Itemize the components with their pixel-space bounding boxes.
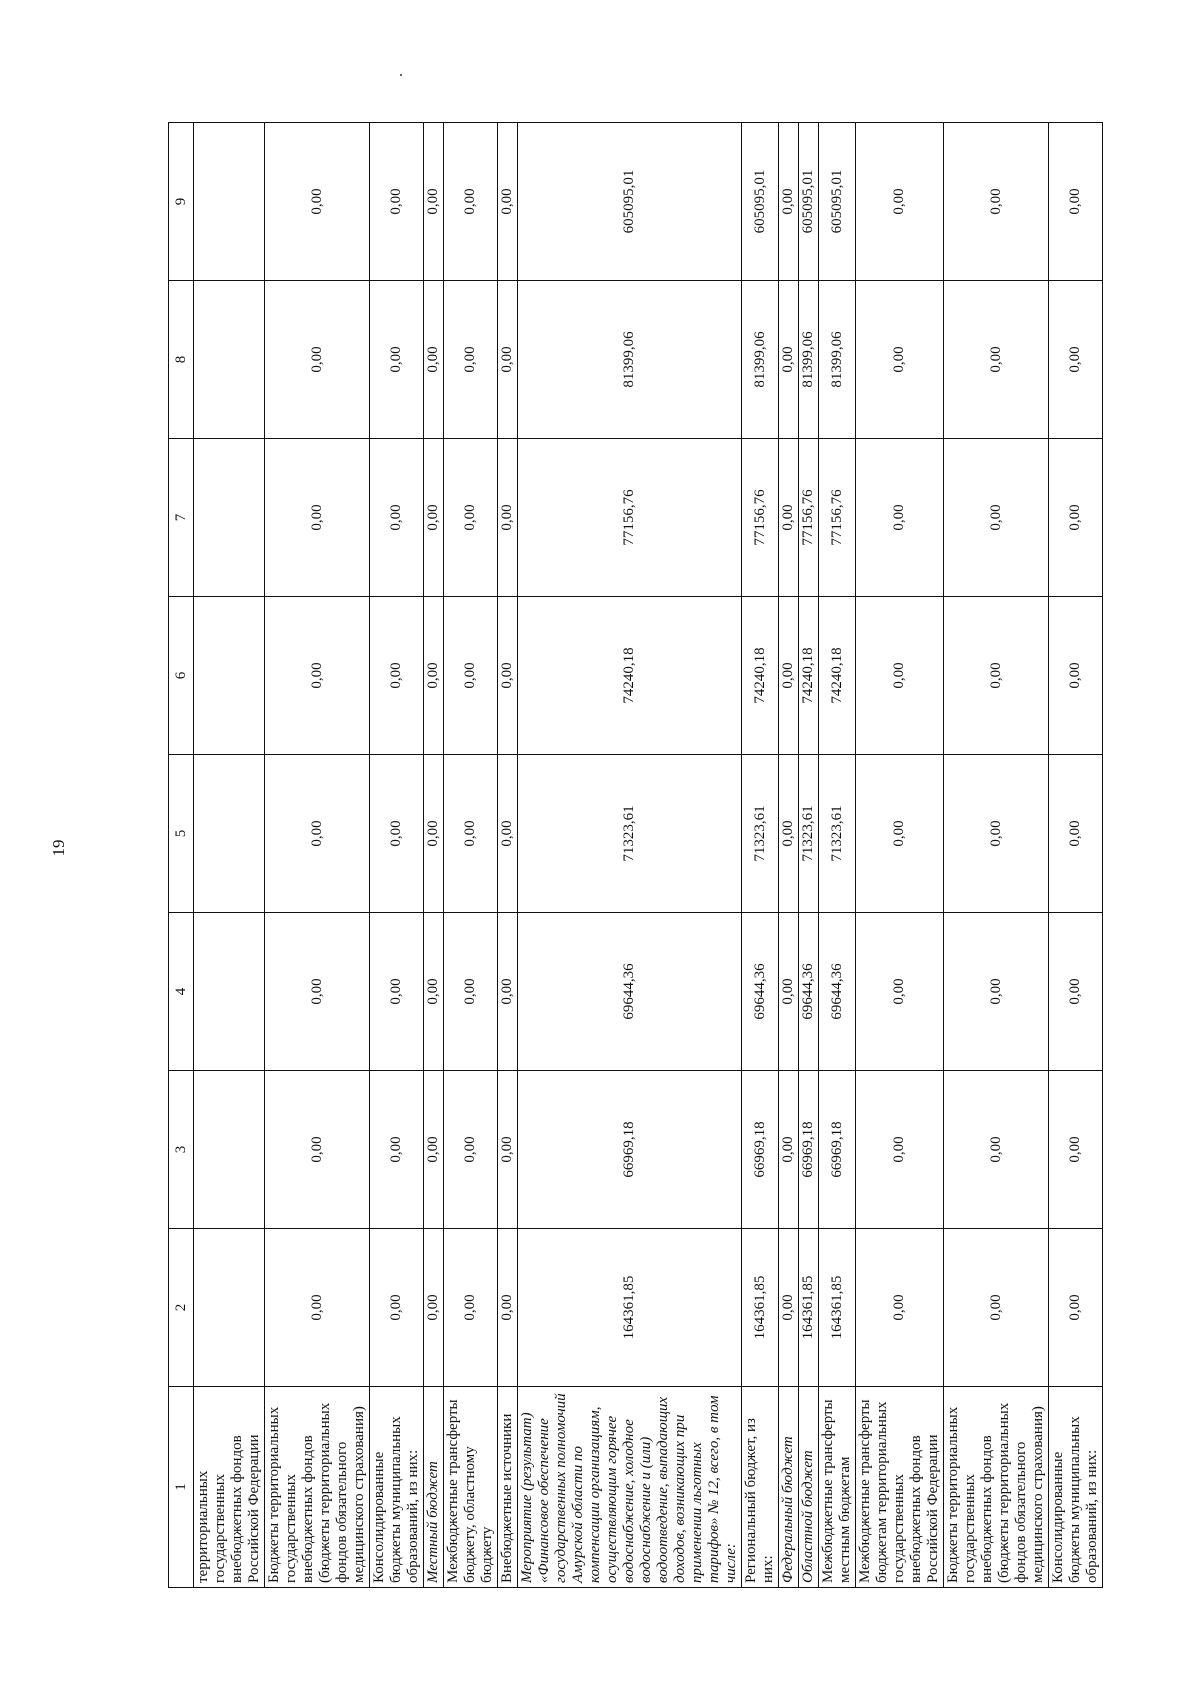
value-cell: 66969,18 xyxy=(819,1071,856,1229)
row-label: Региональный бюджет, из них: xyxy=(742,1387,779,1588)
table-row xyxy=(424,123,444,1588)
table-row xyxy=(194,123,265,1588)
column-number-row xyxy=(169,123,194,1588)
row-label: территориальных государственных внебюджетных фондов Российской Федерации xyxy=(194,1387,265,1588)
table-row xyxy=(265,123,370,1588)
value-cell: 66969,18 xyxy=(742,1071,779,1229)
value-cell: 0,00 xyxy=(1049,755,1103,913)
value-cell: 164361,85 xyxy=(742,1229,779,1387)
value-cell: 0,00 xyxy=(498,1229,518,1387)
value-cell: 69644,36 xyxy=(799,913,819,1071)
value-cell: 0,00 xyxy=(444,755,498,913)
row-label: Межбюджетные трансферты бюджету, областному бюджету xyxy=(444,1387,498,1588)
value-cell: 69644,36 xyxy=(742,913,779,1071)
row-label: Федеральный бюджет xyxy=(779,1387,799,1588)
value-cell: 605095,01 xyxy=(819,123,856,281)
table-row xyxy=(498,123,518,1588)
table-row xyxy=(819,123,856,1588)
value-cell: 0,00 xyxy=(1049,439,1103,597)
value-cell: 74240,18 xyxy=(819,597,856,755)
value-cell: 0,00 xyxy=(944,1229,1049,1387)
value-cell: 0,00 xyxy=(444,281,498,439)
value-cell: 164361,85 xyxy=(819,1229,856,1387)
value-cell: 0,00 xyxy=(444,597,498,755)
column-header: 1 xyxy=(169,1387,194,1588)
value-cell: 0,00 xyxy=(265,597,370,755)
value-cell: 0,00 xyxy=(370,123,424,281)
value-cell: 0,00 xyxy=(856,281,944,439)
table-row xyxy=(944,123,1049,1588)
value-cell: 0,00 xyxy=(370,281,424,439)
value-cell: 81399,06 xyxy=(518,281,742,439)
value-cell: 71323,61 xyxy=(799,755,819,913)
value-cell: 0,00 xyxy=(498,123,518,281)
value-cell: 0,00 xyxy=(265,755,370,913)
column-header: 9 xyxy=(169,123,194,281)
page-number: 19 xyxy=(49,839,68,857)
value-cell: 0,00 xyxy=(779,281,799,439)
row-label: Внебюджетные источники xyxy=(498,1387,518,1588)
rotated-table-container xyxy=(168,123,1100,1588)
value-cell xyxy=(194,755,265,913)
value-cell: 0,00 xyxy=(444,1071,498,1229)
row-label: Консолидированные бюджеты муниципальных образований, из них: xyxy=(370,1387,424,1588)
value-cell: 0,00 xyxy=(370,913,424,1071)
row-label: Областной бюджет xyxy=(799,1387,819,1588)
value-cell: 81399,06 xyxy=(819,281,856,439)
value-cell: 0,00 xyxy=(444,1229,498,1387)
value-cell: 0,00 xyxy=(944,281,1049,439)
column-header: 6 xyxy=(169,597,194,755)
table-row xyxy=(370,123,424,1588)
value-cell: 0,00 xyxy=(856,913,944,1071)
value-cell: 0,00 xyxy=(498,1071,518,1229)
value-cell: 0,00 xyxy=(944,597,1049,755)
value-cell: 66969,18 xyxy=(799,1071,819,1229)
value-cell: 0,00 xyxy=(444,913,498,1071)
budget-table xyxy=(168,122,1103,1588)
value-cell: 0,00 xyxy=(779,123,799,281)
value-cell: 0,00 xyxy=(498,913,518,1071)
value-cell: 0,00 xyxy=(424,1229,444,1387)
row-label: Консолидированные бюджеты муниципальных образований, из них: xyxy=(1049,1387,1103,1588)
value-cell: 0,00 xyxy=(444,439,498,597)
value-cell: 0,00 xyxy=(265,123,370,281)
value-cell: 0,00 xyxy=(265,1229,370,1387)
column-header: 3 xyxy=(169,1071,194,1229)
value-cell: 0,00 xyxy=(498,597,518,755)
column-header: 8 xyxy=(169,281,194,439)
value-cell: 71323,61 xyxy=(819,755,856,913)
value-cell: 0,00 xyxy=(779,439,799,597)
value-cell: 0,00 xyxy=(1049,123,1103,281)
value-cell: 0,00 xyxy=(779,755,799,913)
table-row xyxy=(856,123,944,1588)
value-cell: 74240,18 xyxy=(518,597,742,755)
value-cell: 0,00 xyxy=(265,1071,370,1229)
table-body xyxy=(194,123,1103,1588)
row-label: Межбюджетные трансферты местным бюджетам xyxy=(819,1387,856,1588)
value-cell: 0,00 xyxy=(498,439,518,597)
value-cell: 0,00 xyxy=(424,281,444,439)
column-header: 2 xyxy=(169,1229,194,1387)
row-label: Бюджеты территориальных государственных внебюджетных фондов (бюджеты территориальных фондов обязательного медицинского страхования) xyxy=(944,1387,1049,1588)
value-cell: 77156,76 xyxy=(799,439,819,597)
value-cell: 0,00 xyxy=(498,281,518,439)
table-row xyxy=(1049,123,1103,1588)
value-cell: 77156,76 xyxy=(742,439,779,597)
value-cell: 0,00 xyxy=(856,439,944,597)
value-cell: 0,00 xyxy=(265,913,370,1071)
value-cell: 0,00 xyxy=(370,1071,424,1229)
value-cell: 0,00 xyxy=(856,755,944,913)
value-cell: 0,00 xyxy=(856,123,944,281)
value-cell xyxy=(194,439,265,597)
value-cell: 0,00 xyxy=(944,755,1049,913)
table-row xyxy=(779,123,799,1588)
value-cell: 0,00 xyxy=(944,123,1049,281)
value-cell: 0,00 xyxy=(265,281,370,439)
value-cell: 77156,76 xyxy=(819,439,856,597)
value-cell: 0,00 xyxy=(444,123,498,281)
value-cell: 0,00 xyxy=(944,1071,1049,1229)
value-cell: 69644,36 xyxy=(518,913,742,1071)
value-cell xyxy=(194,281,265,439)
value-cell: 74240,18 xyxy=(742,597,779,755)
column-header: 4 xyxy=(169,913,194,1071)
value-cell: 0,00 xyxy=(856,1229,944,1387)
value-cell: 0,00 xyxy=(1049,1229,1103,1387)
value-cell: 0,00 xyxy=(424,597,444,755)
value-cell: 0,00 xyxy=(370,439,424,597)
value-cell: 0,00 xyxy=(370,755,424,913)
value-cell: 0,00 xyxy=(498,755,518,913)
value-cell: 0,00 xyxy=(779,597,799,755)
value-cell: 0,00 xyxy=(944,439,1049,597)
value-cell: 0,00 xyxy=(856,1071,944,1229)
value-cell: 0,00 xyxy=(424,755,444,913)
value-cell: 0,00 xyxy=(1049,597,1103,755)
row-label: Бюджеты территориальных государственных внебюджетных фондов (бюджеты территориальных фондов обязательного медицинского страхования) xyxy=(265,1387,370,1588)
value-cell: 81399,06 xyxy=(742,281,779,439)
value-cell: 0,00 xyxy=(1049,1071,1103,1229)
value-cell: 0,00 xyxy=(370,1229,424,1387)
value-cell: 71323,61 xyxy=(742,755,779,913)
value-cell: 0,00 xyxy=(424,1071,444,1229)
table-row xyxy=(444,123,498,1588)
value-cell: 605095,01 xyxy=(742,123,779,281)
value-cell: 81399,06 xyxy=(799,281,819,439)
value-cell: 69644,36 xyxy=(819,913,856,1071)
value-cell: 605095,01 xyxy=(799,123,819,281)
value-cell: 605095,01 xyxy=(518,123,742,281)
value-cell: 66969,18 xyxy=(518,1071,742,1229)
value-cell: 71323,61 xyxy=(518,755,742,913)
value-cell: 74240,18 xyxy=(799,597,819,755)
value-cell: 0,00 xyxy=(265,439,370,597)
column-header: 7 xyxy=(169,439,194,597)
value-cell: 77156,76 xyxy=(518,439,742,597)
value-cell: 0,00 xyxy=(424,913,444,1071)
table-row xyxy=(799,123,819,1588)
value-cell xyxy=(194,913,265,1071)
value-cell: 0,00 xyxy=(1049,281,1103,439)
value-cell xyxy=(194,123,265,281)
row-label: Местный бюджет xyxy=(424,1387,444,1588)
value-cell: 164361,85 xyxy=(518,1229,742,1387)
value-cell: 0,00 xyxy=(944,913,1049,1071)
value-cell: 0,00 xyxy=(424,439,444,597)
value-cell: 0,00 xyxy=(424,123,444,281)
table-row xyxy=(742,123,779,1588)
value-cell xyxy=(194,1229,265,1387)
value-cell: 0,00 xyxy=(779,1229,799,1387)
value-cell: 0,00 xyxy=(779,913,799,1071)
value-cell: 164361,85 xyxy=(799,1229,819,1387)
value-cell xyxy=(194,597,265,755)
value-cell: 0,00 xyxy=(370,597,424,755)
value-cell xyxy=(194,1071,265,1229)
row-label: Мероприятие (результат) «Финансовое обеспечение государственных полномочий Амурской области по компенсации организациям, осуществляющим горячее водоснабжение, холодное водоснабжение и (или) водоотведение, выпадающих доходов, возникающих при применении льготных тарифов» № 12, всего, в том числе: xyxy=(518,1387,742,1588)
scan-speck xyxy=(400,74,402,76)
value-cell: 0,00 xyxy=(779,1071,799,1229)
table-row xyxy=(518,123,742,1588)
value-cell: 0,00 xyxy=(1049,913,1103,1071)
value-cell: 0,00 xyxy=(856,597,944,755)
row-label: Межбюджетные трансферты бюджетам территориальных государственных внебюджетных фондов Российской Федерации xyxy=(856,1387,944,1588)
column-header: 5 xyxy=(169,755,194,913)
